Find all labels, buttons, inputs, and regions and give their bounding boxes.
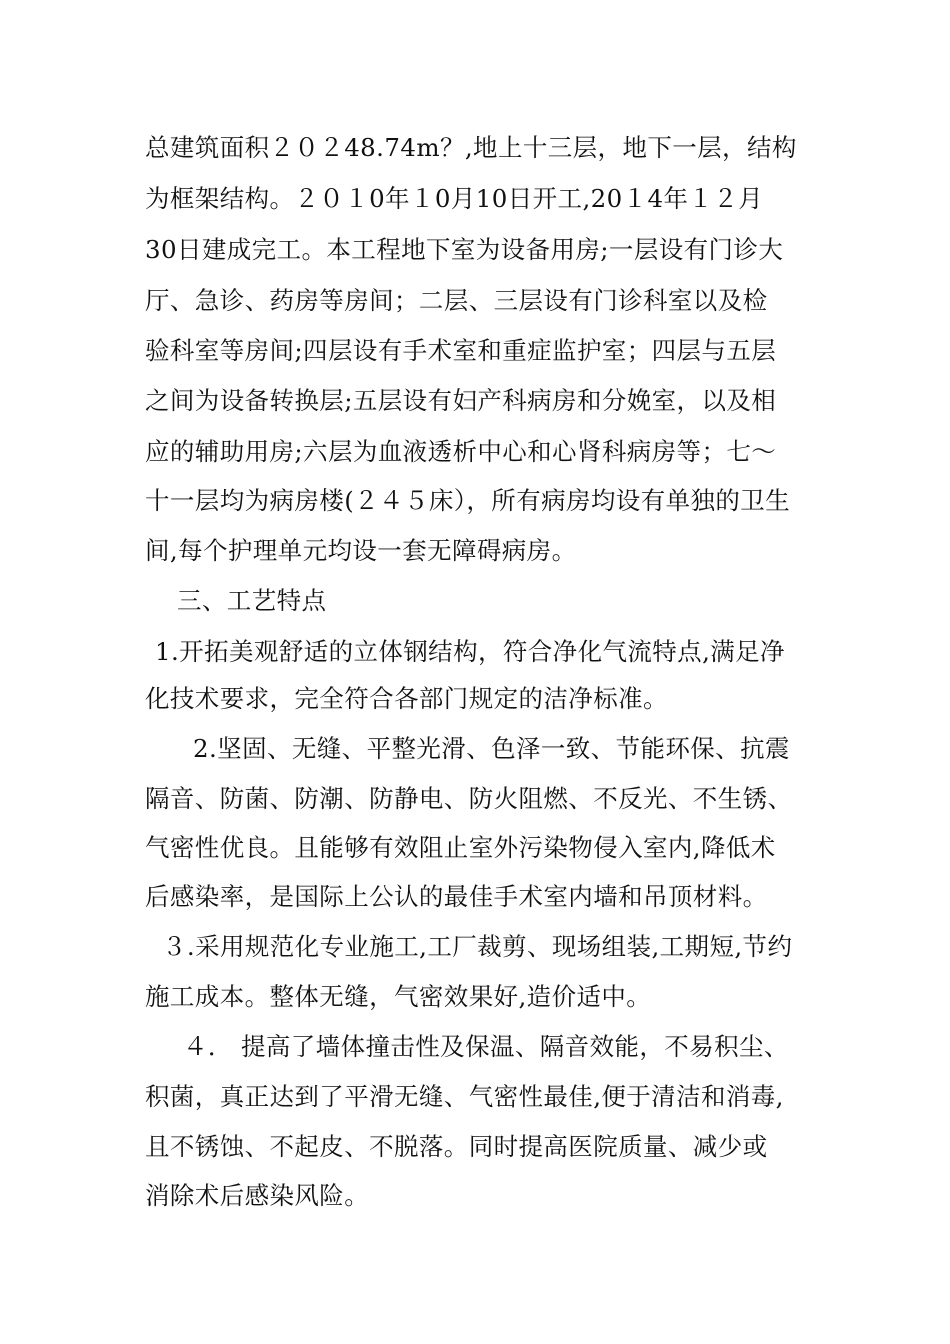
text-line: 施工成本。整体无缝，气密效果好,造价适中。 <box>145 982 652 1011</box>
text-line: 后感染率，是国际上公认的最佳手术室内墙和吊顶材料。 <box>145 882 768 911</box>
section-heading: 三、工艺特点 <box>177 586 327 615</box>
text-line: 30日建成完工。本工程地下室为设备用房;一层设有门诊大 <box>145 235 784 264</box>
text-line: 为框架结构。２０１0年１0月10日开工,20１4年１２月 <box>145 184 764 213</box>
text-line: 应的辅助用房;六层为血液透析中心和心肾科病房等；七～ <box>145 437 777 466</box>
text-line: 厅、急诊、药房等房间；二层、三层设有门诊科室以及检 <box>145 286 768 315</box>
text-line: 之间为设备转换层;五层设有妇产科病房和分娩室，以及相 <box>145 386 777 415</box>
text-line: 积菌，真正达到了平滑无缝、气密性最佳,便于清洁和消毒, <box>145 1082 784 1111</box>
text-line: 十一层均为病房楼(２４５床），所有病房均设有单独的卫生 <box>145 486 791 515</box>
text-line: 2.坚固、无缝、平整光滑、色泽一致、节能环保、抗震 <box>193 734 790 763</box>
text-line: 消除术后感染风险。 <box>145 1181 370 1210</box>
text-line: ４． 提高了墙体撞击性及保温、隔音效能，不易积尘、 <box>183 1032 789 1061</box>
text-line: ３.采用规范化专业施工,工厂裁剪、现场组装,工期短,节约 <box>162 932 793 961</box>
text-line: 总建筑面积２０２48.74m？,地上十三层，地下一层，结构 <box>145 133 797 162</box>
text-line: 验科室等房间;四层设有手术室和重症监护室；四层与五层 <box>145 336 777 365</box>
text-line: 气密性优良。且能够有效阻止室外污染物侵入室内,降低术 <box>145 833 776 862</box>
text-line: 化技术要求，完全符合各部门规定的洁净标准。 <box>145 684 668 713</box>
text-line: 且不锈蚀、不起皮、不脱落。同时提高医院质量、减少或 <box>145 1132 768 1161</box>
text-line: 隔音、防菌、防潮、防静电、防火阻燃、不反光、不生锈、 <box>145 784 793 813</box>
text-line: 1.开拓美观舒适的立体钢结构，符合净化气流特点,满足净 <box>155 637 785 666</box>
text-line: 间,每个护理单元均设一套无障碍病房。 <box>145 536 577 565</box>
